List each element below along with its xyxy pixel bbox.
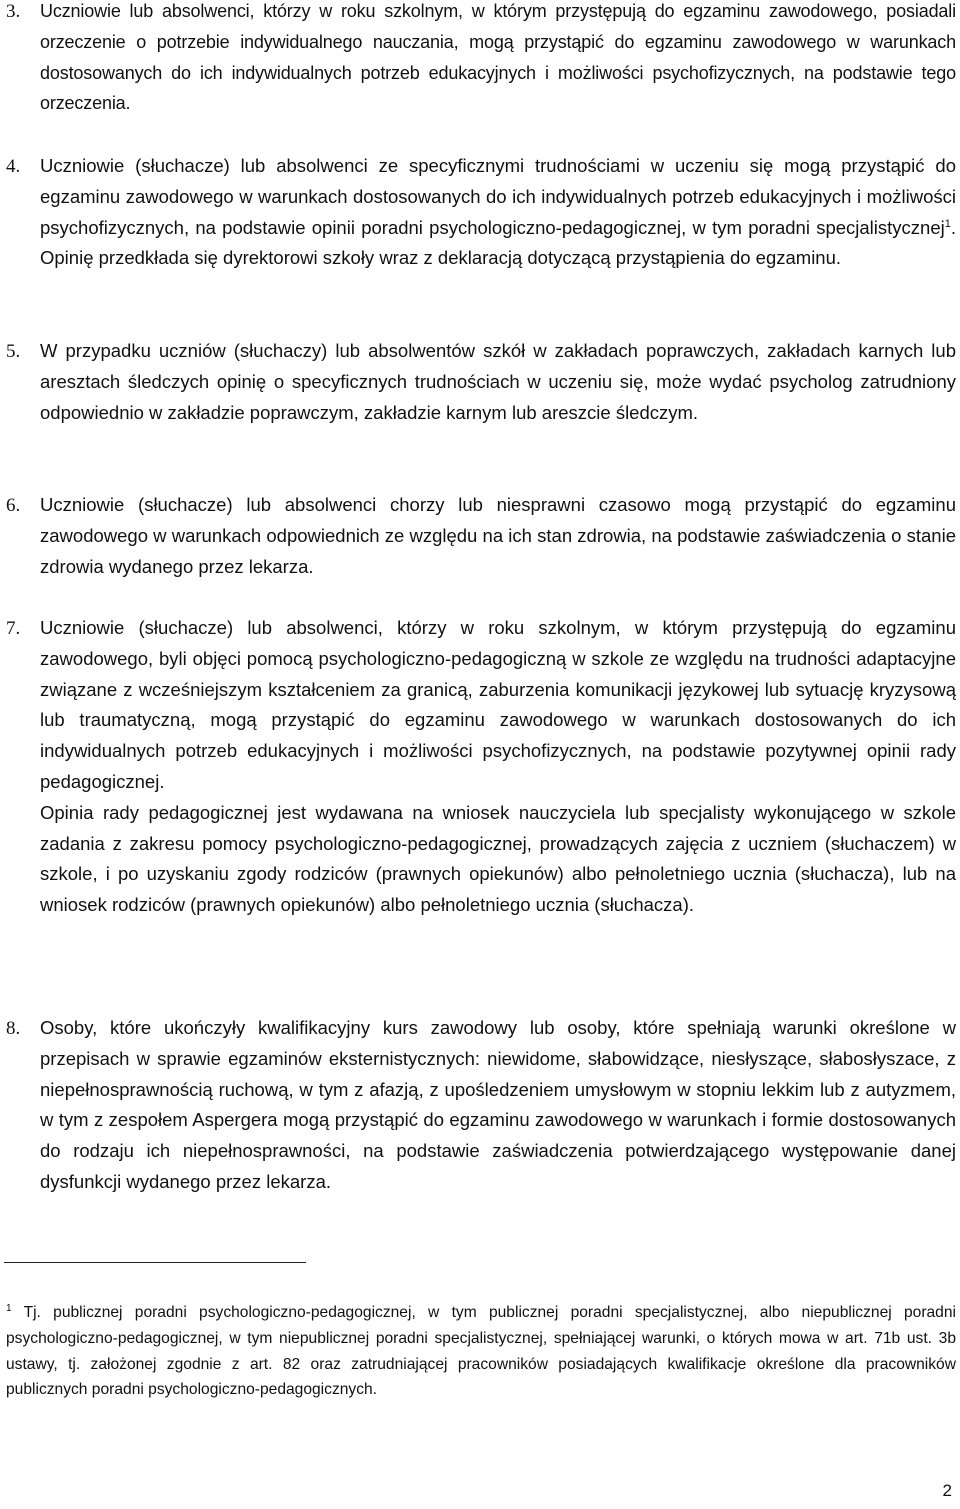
footnote-marker: 1: [6, 1302, 12, 1314]
list-item-6: [0, 490, 956, 582]
item-number: 8.: [6, 1018, 21, 1039]
item-text: Uczniowie lub absolwenci, którzy w roku szkolnym, w którym przystępują do egzaminu zawodowego, posiadali orzeczenie o potrzebie indywidualnego nauczania, mogą przystąpić do egzaminu zawodowego w warunkach dostosowanych do ich indywidualnych potrzeb edukacyjnych i możliwości psychofizycznych, na podstawie tego orzeczenia.: [40, 1, 956, 114]
item-number: 4.: [6, 156, 21, 177]
item-paragraph: Opinia rady pedagogicznej jest wydawana na wniosek nauczyciela lub specjalisty wykonującego w szkole zadania z zakresu pomocy psychologiczno-pedagogicznej, prowadzących zajęcia z uczniem (słuchaczem) w szkole, i po uzyskaniu zgody rodziców (prawnych opiekunów) albo pełnoletniego ucznia (słuchacza), lub na wniosek rodziców (prawnych opiekunów) albo pełnoletniego ucznia (słuchacza).: [40, 801, 956, 916]
item-number: 3.: [6, 1, 21, 22]
list-item-5: [0, 336, 956, 428]
page-number: 2: [942, 1481, 952, 1500]
item-number: 7.: [6, 618, 21, 639]
list-item-3: [0, 0, 956, 119]
item-text-before-footnote: Uczniowie (słuchacze) lub absolwenci ze specyficznymi trudnościami w uczeniu się mogą przystąpić do egzaminu zawodowego w warunkach dostosowanych do ich indywidualnych potrzeb edukacyjnych i możliwości psychofizycznych, na podstawie opinii poradni psychologiczno-pedagogicznej, w tym poradni specjalistycznej: [40, 155, 956, 238]
item-number: 5.: [6, 341, 21, 362]
footnote-text: Tj. publicznej poradni psychologiczno-pedagogicznej, w tym publicznej poradni specjalistycznej, albo niepublicznej poradni psychologiczno-pedagogicznej, w tym niepublicznej poradni specjalistycznej, spełniającej warunki, o których mowa w art. 71b ust. 3b ustawy, tj. założonej zgodnie z art. 82 oraz zatrudniającej pracowników posiadających kwalifikacje określone dla pracowników publicznych poradni psychologiczno-pedagogicznych.: [6, 1304, 956, 1399]
item-text: [40, 613, 956, 921]
list-item-7: [0, 613, 956, 921]
footnote-separator: [4, 1262, 306, 1263]
item-text-after-footnote: . Opinię przedkłada się dyrektorowi szkoły wraz z deklaracją dotyczącą przystąpienia do egzaminu.: [40, 216, 956, 269]
item-text: W przypadku uczniów (słuchaczy) lub absolwentów szkół w zakładach poprawczych, zakładach karnych lub aresztach śledczych opinię o specyficznych trudnościach w uczeniu się, może wydać psycholog zatrudniony odpowiednio w zakładzie poprawczym, zakładzie karnym lub areszcie śledczym.: [40, 340, 956, 423]
list-item-4: [0, 151, 956, 274]
item-text: [40, 151, 956, 274]
item-number: 6.: [6, 495, 21, 516]
list-item-8: [0, 1013, 956, 1198]
footnote: [6, 1300, 956, 1403]
footnote-reference: 1: [944, 217, 951, 230]
item-text: Osoby, które ukończyły kwalifikacyjny kurs zawodowy lub osoby, które spełniają warunki określone w przepisach w sprawie egzaminów eksternistycznych: niewidome, słabowidzące, niesłyszące, słabosłyszace, z niepełnosprawnością ruchową, w tym z afazją, z upośledzeniem umysłowym w stopniu lekkim lub z autyzmem, w tym z zespołem Aspergera mogą przystąpić do egzaminu zawodowego w warunkach i formie dostosowanych do rodzaju ich niepełnosprawności, na podstawie zaświadczenia potwierdzającego występowanie danej dysfunkcji wydanego przez lekarza.: [40, 1017, 956, 1192]
item-text: Uczniowie (słuchacze) lub absolwenci chorzy lub niesprawni czasowo mogą przystąpić do egzaminu zawodowego w warunkach odpowiednich ze względu na ich stan zdrowia, na podstawie zaświadczenia o stanie zdrowia wydanego przez lekarza.: [40, 494, 956, 577]
item-paragraph: Uczniowie (słuchacze) lub absolwenci, którzy w roku szkolnym, w którym przystępują do egzaminu zawodowego, byli objęci pomocą psychologiczno-pedagogiczną w szkole ze względu na trudności adaptacyjne związane z wcześniejszym kształceniem za granicą, zaburzenia komunikacji językowej lub sytuację kryzysową lub traumatyczną, mogą przystąpić do egzaminu zawodowego w warunkach dostosowanych do ich indywidualnych potrzeb edukacyjnych i możliwości psychofizycznych, na podstawie pozytywnej opinii rady pedagogicznej.: [40, 617, 956, 792]
